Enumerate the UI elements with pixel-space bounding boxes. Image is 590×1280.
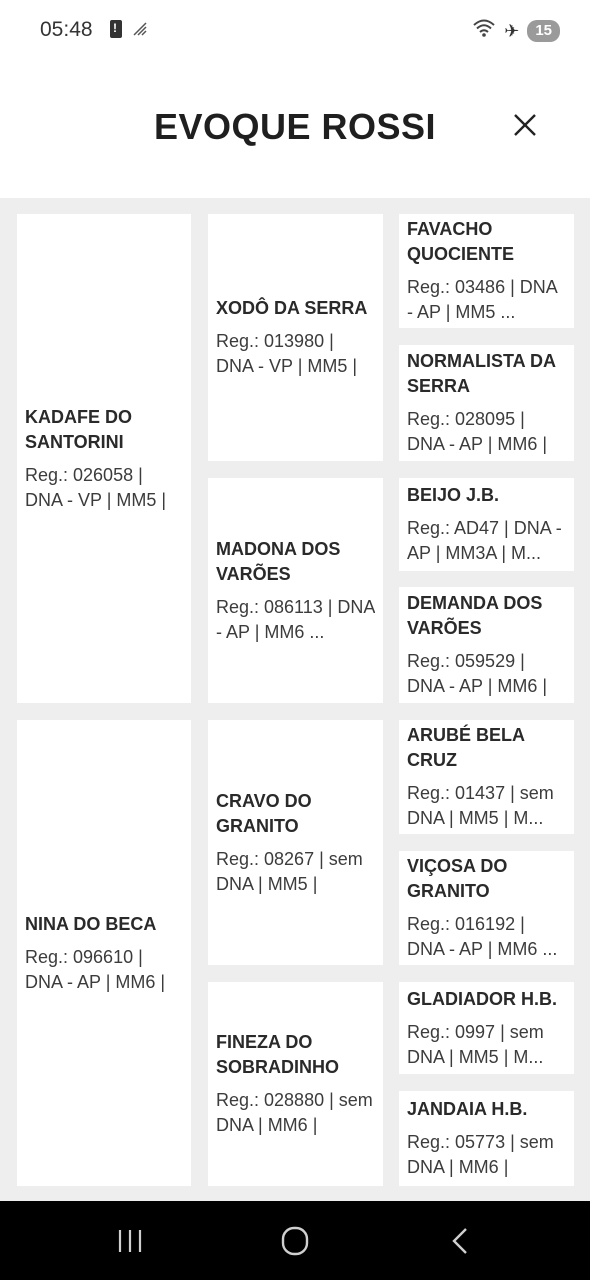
horse-registry: Reg.: 0997 | sem DNA | MM5 | M... <box>407 1021 544 1067</box>
horse-registry: Reg.: 028095 | DNA - AP | MM6 | <box>407 409 548 454</box>
airplane-icon: ✈ <box>504 20 520 41</box>
horse-registry: Reg.: 03486 | DNA - AP | MM5 ... <box>407 277 557 322</box>
horse-name: XODÔ DA SERRA <box>216 298 368 318</box>
pedigree-card-ggp-3[interactable] <box>399 478 574 571</box>
pedigree-card-ggp-7[interactable] <box>399 982 574 1074</box>
horse-registry: Reg.: 028880 | sem DNA | MM6 | <box>216 1090 373 1135</box>
pedigree-card-ggp-6[interactable] <box>399 851 574 965</box>
pedigree-card-dam[interactable] <box>17 720 191 1186</box>
horse-name: DEMANDA DOS VARÕES <box>407 593 543 638</box>
horse-name: FAVACHO QUOCIENTE <box>407 219 515 264</box>
horse-name: NORMALISTA DA SERRA <box>407 351 556 396</box>
status-bar <box>0 0 590 62</box>
horse-registry: Reg.: 08267 | sem DNA | MM5 | <box>216 848 363 894</box>
status-time: 05:48 <box>40 18 93 41</box>
recents-icon <box>110 1223 150 1259</box>
pedigree-card-paternal-granddam[interactable] <box>208 478 383 703</box>
horse-name: ARUBÉ BELA CRUZ <box>407 725 525 770</box>
horse-name: VIÇOSA DO GRANITO <box>407 856 508 901</box>
pedigree-card-ggp-2[interactable] <box>399 345 574 461</box>
horse-registry: Reg.: 01437 | sem DNA | MM5 | M... <box>407 783 554 828</box>
pedigree-card-maternal-granddam[interactable] <box>208 982 383 1186</box>
system-navigation-bar <box>0 1201 590 1280</box>
horse-registry: Reg.: 016192 | DNA - AP | MM6 ... <box>407 914 558 959</box>
horse-name: KADAFE DO SANTORINI <box>25 406 132 452</box>
home-icon <box>275 1223 315 1259</box>
pedigree-card-maternal-grandsire[interactable] <box>208 720 383 965</box>
horse-name: JANDAIA H.B. <box>407 1099 528 1119</box>
horse-name: MADONA DOS VARÕES <box>216 538 341 584</box>
signal-icon <box>132 21 148 37</box>
horse-name: GLADIADOR H.B. <box>407 988 557 1009</box>
pedigree-card-sire[interactable] <box>17 214 191 703</box>
wifi-icon <box>472 18 496 43</box>
home-button[interactable] <box>275 1223 315 1259</box>
pedigree-tree <box>0 198 590 1200</box>
back-icon <box>440 1223 480 1259</box>
pedigree-card-ggp-5[interactable] <box>399 720 574 834</box>
pedigree-card-ggp-4[interactable] <box>399 587 574 703</box>
pedigree-card-ggp-8[interactable] <box>399 1091 574 1186</box>
horse-registry: Reg.: 013980 | DNA - VP | MM5 | <box>216 331 358 376</box>
horse-registry: Reg.: 05773 | sem DNA | MM6 | <box>407 1132 554 1177</box>
horse-registry: Reg.: 059529 | DNA - AP | MM6 | <box>407 651 548 696</box>
page-title: EVOQUE ROSSI <box>153 106 437 147</box>
horse-name: NINA DO BECA <box>25 913 157 934</box>
close-icon <box>508 108 542 142</box>
horse-registry: Reg.: 086113 | DNA - AP | MM6 ... <box>216 596 375 642</box>
header <box>0 62 590 198</box>
pedigree-card-ggp-1[interactable] <box>399 214 574 328</box>
battery-alert-icon <box>110 20 122 38</box>
horse-name: BEIJO J.B. <box>407 485 500 505</box>
pedigree-card-paternal-grandsire[interactable] <box>208 214 383 461</box>
horse-registry: Reg.: 096610 | DNA - AP | MM6 | <box>25 946 166 992</box>
horse-registry: Reg.: AD47 | DNA - AP | MM3A | M... <box>407 518 562 563</box>
horse-name: CRAVO DO GRANITO <box>216 790 312 836</box>
horse-name: FINEZA DO SOBRADINHO <box>216 1032 340 1077</box>
battery-indicator: 15 <box>527 20 560 42</box>
recents-button[interactable] <box>110 1223 150 1259</box>
horse-registry: Reg.: 026058 | DNA - VP | MM5 | <box>25 464 167 510</box>
close-button[interactable] <box>508 108 542 142</box>
back-button[interactable] <box>440 1223 480 1259</box>
